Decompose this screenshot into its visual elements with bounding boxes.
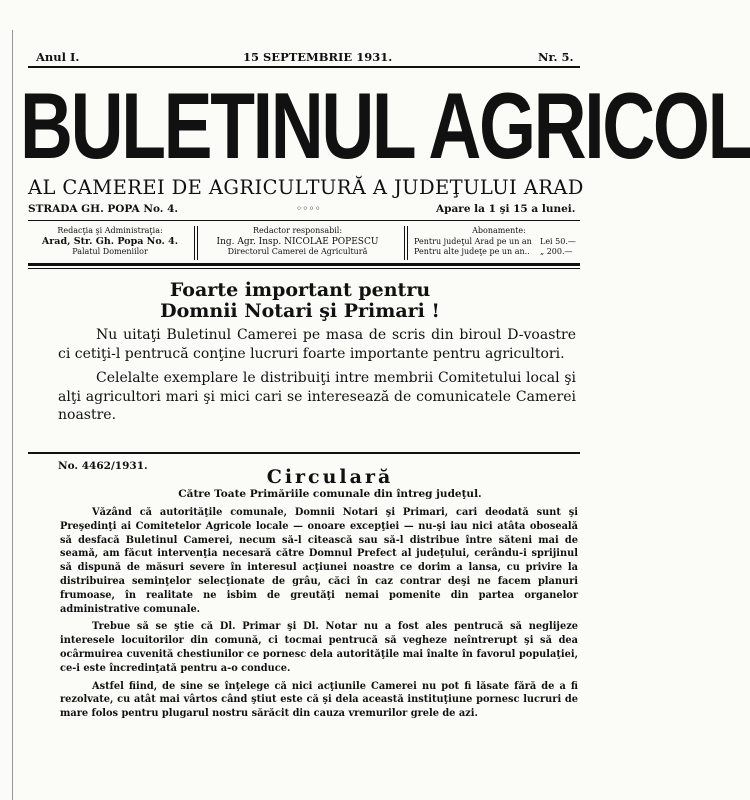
subscription-row [414,237,584,248]
subscription-other-text: Pentru alte judeţe pe un an.. [414,247,530,256]
notice-headline [40,280,560,322]
subscription-local-text: Pentru judeţul Arad pe un an [414,236,532,246]
ornament: ◦◦◦◦ [296,203,321,215]
circular-addressee: Către Toate Primăriile comunale din întreg judeţul. [178,488,482,500]
column-separator [404,226,405,260]
admin-building: Palatul Domeniilor [72,247,148,256]
column-separator [197,226,198,260]
issue-date: 15 SEPTEMBRIE 1931. [243,50,393,64]
editor-name: Ing. Agr. Insp. NICOLAE POPESCU [216,236,379,247]
subscription-local-price: Lei 50.— [540,236,576,246]
circular-paragraph-2: Trebue să se ştie că Dl. Primar şi Dl. Notar nu a fost ales pentrucă să neglijeze interesele locuitorilor din comună, ci tocmai pentrucă să vegheze neîntrerupt şi să dea ocârmuirea cuvenită chestiunilor ce pornesc dela autorităţile mai înalte în favorul populaţiei, ce-i este încredinţată pentru a-o conduce. [60,621,578,674]
street-address: STRADA GH. POPA No. 4. [28,203,179,215]
subscription-column [414,226,584,258]
subscription-other-price: „ 200.— [540,247,573,256]
notice-headline-line-2: Domnii Notari şi Primari ! [160,300,440,322]
circular-title: Circulară [266,466,394,488]
editor-column [205,226,390,258]
notice-body [58,326,576,431]
issue-number: Nr. 5. [538,50,574,64]
column-separator [407,226,408,260]
circular-reference: No. 4462/1931. [58,460,148,472]
column-separator [194,226,195,260]
scan-margin-line [12,30,13,800]
masthead-title: BULETINUL AGRICOL [20,73,750,178]
top-rule [28,66,580,68]
info-rule [28,220,580,221]
subscription-label: Abonamente: [472,226,526,235]
admin-column [30,226,190,258]
circular-body [60,506,578,725]
notice-paragraph-2: Celelalte exemplare le distribuiţi intre membrii Comitetului local şi alţi agricultori mari şi mici cari se interesează de comunicatele Camerei noastre. [58,370,576,423]
admin-address: Arad, Str. Gh. Popa No. 4. [41,235,179,247]
notice-headline-line-1: Foarte important pentru [169,279,431,301]
editor-role: Directorul Camerei de Agricultură [227,247,368,256]
header-rule-thin [28,268,580,269]
notice-paragraph-1: Nu uitaţi Buletinul Camerei pe masa de scris din biroul D-voastre ci cetiţi-l pentrucă conţine lucruri foarte importante pentru agricultori. [58,327,576,362]
section-rule [28,452,580,454]
header-rule-thick [28,263,580,266]
circular-paragraph-1: Văzând că autorităţile comunale, Domnii Notari şi Primari, cari deodată sunt şi Preşedinţi ai Comitetelor Agricole locale — onoare excepţiei — nu-şi iau nici atâta oboseală să desfacă Buletinul Camerei, necum să-l citească sau să-l distribue între săteni mai de seamă, am făcut intervenţia necesară către Domnul Prefect al judeţului, cerându-i sprijinul să dispună de măsuri severe în interesul acţiunei noastre ce dorim a lansa, cu privire la distribuirea seminţelor selecţionate de grâu, căci în caz contrar deşi ne facem planuri frumoase, în realitate ne isbim de greutăţi nemai pomenite din partea organelor administrative comunale. [60,507,578,615]
circular-paragraph-3: Astfel fiind, de sine se înţelege că nici acţiunile Camerei nu pot fi lăsate fără de a fi rezolvate, cu atât mai vârtos când ştiut este că şi dela această instituţiune pornesc lucruri de mare folos pentru plugarul nostru sărăcit din cauza vremurilor grele de azi. [60,680,578,720]
issue-year: Anul I. [36,50,80,64]
admin-label: Redacţia şi Administraţia: [57,226,163,235]
publication-frequency: Apare la 1 şi 15 a lunei. [436,203,576,215]
masthead-subtitle: AL CAMEREI DE AGRICULTURĂ A JUDEŢULUI ARAD [28,176,584,199]
editor-label: Redactor responsabil: [252,226,343,235]
subscription-row [414,247,584,258]
